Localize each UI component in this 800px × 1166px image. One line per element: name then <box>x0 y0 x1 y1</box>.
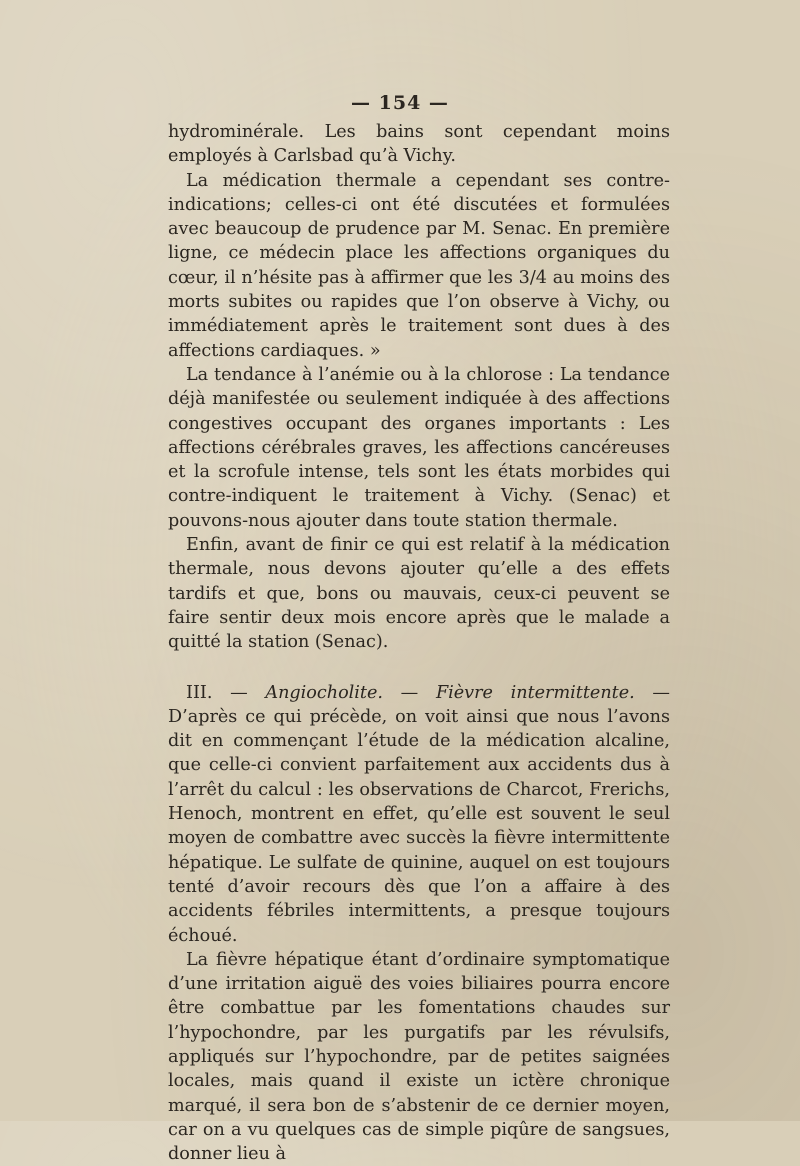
section-separator: — <box>400 682 419 703</box>
page-number: — 154 — <box>351 92 449 114</box>
section-number: III. — <box>186 682 248 703</box>
paragraph-2: La médication thermale a cependant ses contre-indications; celles-ci ont été discutées et formulées avec beaucoup de prudence par M. Senac. En première ligne, ce médecin place les affections organiques du cœur, il n’hésite pas à affirmer que les 3/4 au moins des morts subites ou rapides que l’on observe à Vichy, ou immédiatement après le traitement sont dues à des affections cardiaques. » <box>168 170 670 361</box>
paragraph-3: La tendance à l’anémie ou à la chlorose : La tendance déjà manifestée ou seulement indiquée à des affections congestives occupant des organes importants : Les affections cérébrales graves, les affections cancéreuses et la scrofule intense, tels sont les états morbides qui contre-indiquent le traitement à Vichy. (Senac) et pouvons-nous ajouter dans toute station thermale. <box>168 364 670 531</box>
body-text <box>168 120 670 1166</box>
section-title-angiocholite: Angiocholite. <box>265 682 383 703</box>
paragraph-last: La fièvre hépatique étant d’ordinaire symptomatique d’une irritation aiguë des voies biliaires pourra encore être combattue par les fomentations chaudes sur l’hypochondre, par les purgatifs par les révulsifs, appliqués sur l’hypochondre, par de petites saignées locales, mais quand il existe un ictère chronique marqué, il sera bon de s’abstenir de ce dernier moyen, car on a vu quelques cas de simple piqûre de sangsues, donner lieu à <box>168 949 670 1165</box>
section-title-fievre: Fièvre intermittente. <box>435 682 635 703</box>
paragraph-1: hydrominérale. Les bains sont cependant moins employés à Carlsbad qu’à Vichy. <box>168 122 670 167</box>
section-text: D’après ce qui précède, on voit ainsi que nous l’avons dit en commençant l’étude de la médication alcaline, que celle-ci convient parfaitement aux accidents dus à l’arrêt du calcul : les observations de Charcot, Frerichs, Henoch, montrent en effet, qu’elle est souvent le seul moyen de combattre avec succès la fièvre intermittente hépatique. Le sulfate de quinine, auquel on est toujours tenté d’avoir recours dès que l’on a affaire à des accidents fébriles intermittents, a presque toujours échoué. <box>168 706 670 946</box>
paragraph-4: Enfin, avant de finir ce qui est relatif à la médication thermale, nous devons ajouter qu’elle a des effets tardifs et que, bons ou mauvais, ceux-ci peuvent se faire sentir deux mois encore après que le malade a quitté la station (Senac). <box>168 535 670 653</box>
section-dash: — <box>652 682 670 703</box>
section-paragraph <box>168 681 670 948</box>
